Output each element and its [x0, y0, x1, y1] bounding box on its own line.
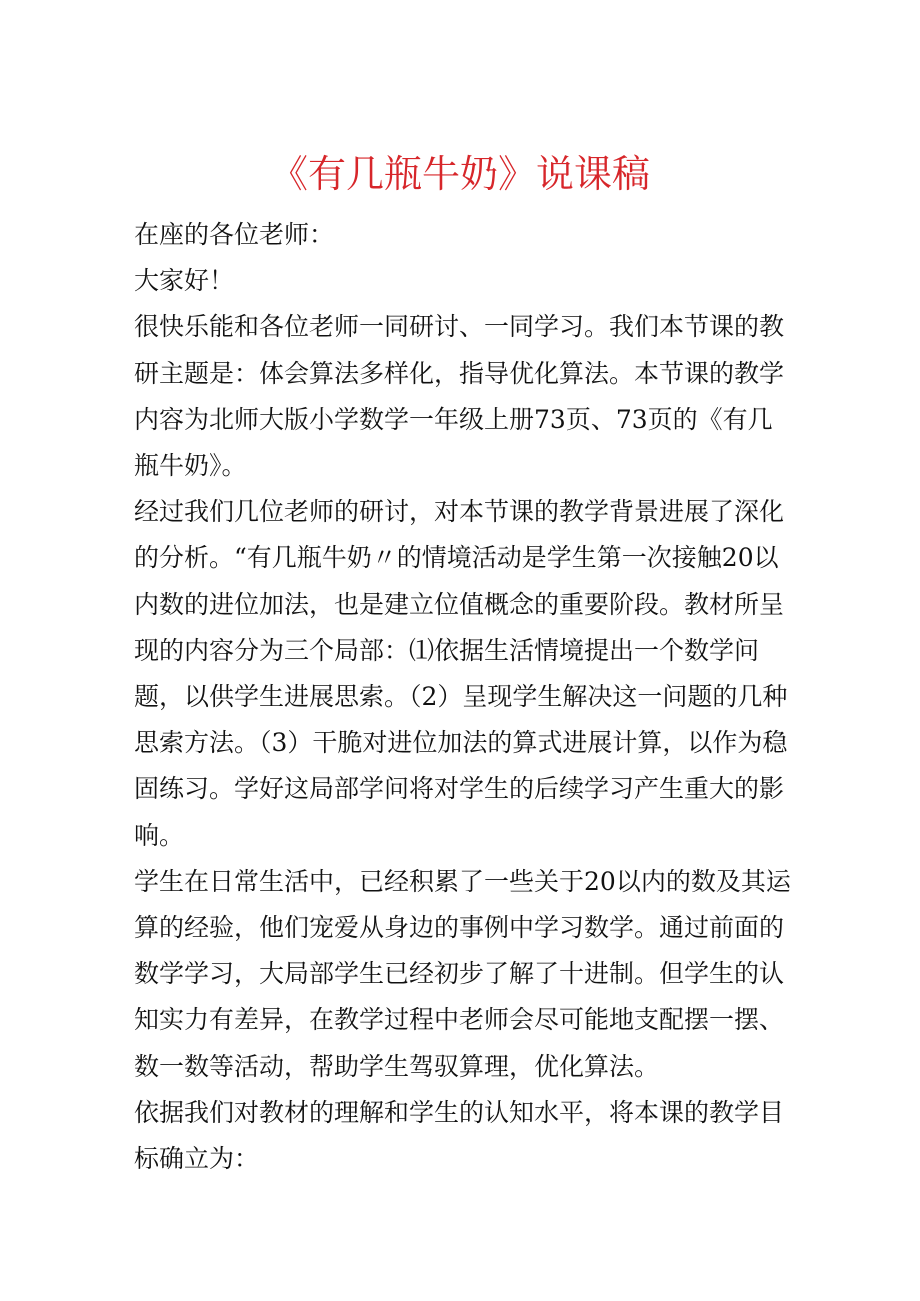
paragraph-greeting: 在座的各位老师： — [134, 220, 335, 249]
paragraph-analysis: 经过我们几位老师的研讨，对本节课的教学背景进展了深化的分析。“有几瓶牛奶〃的情境活动是学生第一次接触20以内数的进位加法，也是建立位值概念的重要阶段。教材所呈现的内容分为三个局部：⑴依据生活情境提出一个数学问题，以供学生进展思索。（2）呈现学生解决这一问题的几种思索方法。（3）干脆对进位加法的算式进展计算，以作为稳固练习。学好这局部学问将对学生的后续学习产生重大的影响。 — [134, 497, 788, 850]
paragraph-hello: 大家好！ — [134, 266, 235, 296]
document-body — [134, 212, 794, 1182]
paragraph-topic: 很快乐能和各位老师一同研讨、一同学习。我们本节课的教研主题是：体会算法多样化，指导优化算法。本节课的教学内容为北师大版小学数学一年级上册73页、73页的《有几瓶牛奶》。 — [134, 312, 785, 481]
document-title: 《有几瓶牛奶》说课稿 — [269, 152, 650, 196]
paragraph-goals: 依据我们对教材的理解和学生的认知水平，将本课的教学目标确立为： — [134, 1097, 785, 1174]
paragraph-students: 学生在日常生活中，已经积累了一些关于20以内的数及其运算的经验，他们宠爱从身边的事例中学习数学。通过前面的数学学习，大局部学生已经初步了解了十进制。但学生的认知实力有差异，在教学过程中老师会尽可能地支配摆一摆、数一数等活动，帮助学生驾驭算理，优化算法。 — [134, 866, 791, 1081]
